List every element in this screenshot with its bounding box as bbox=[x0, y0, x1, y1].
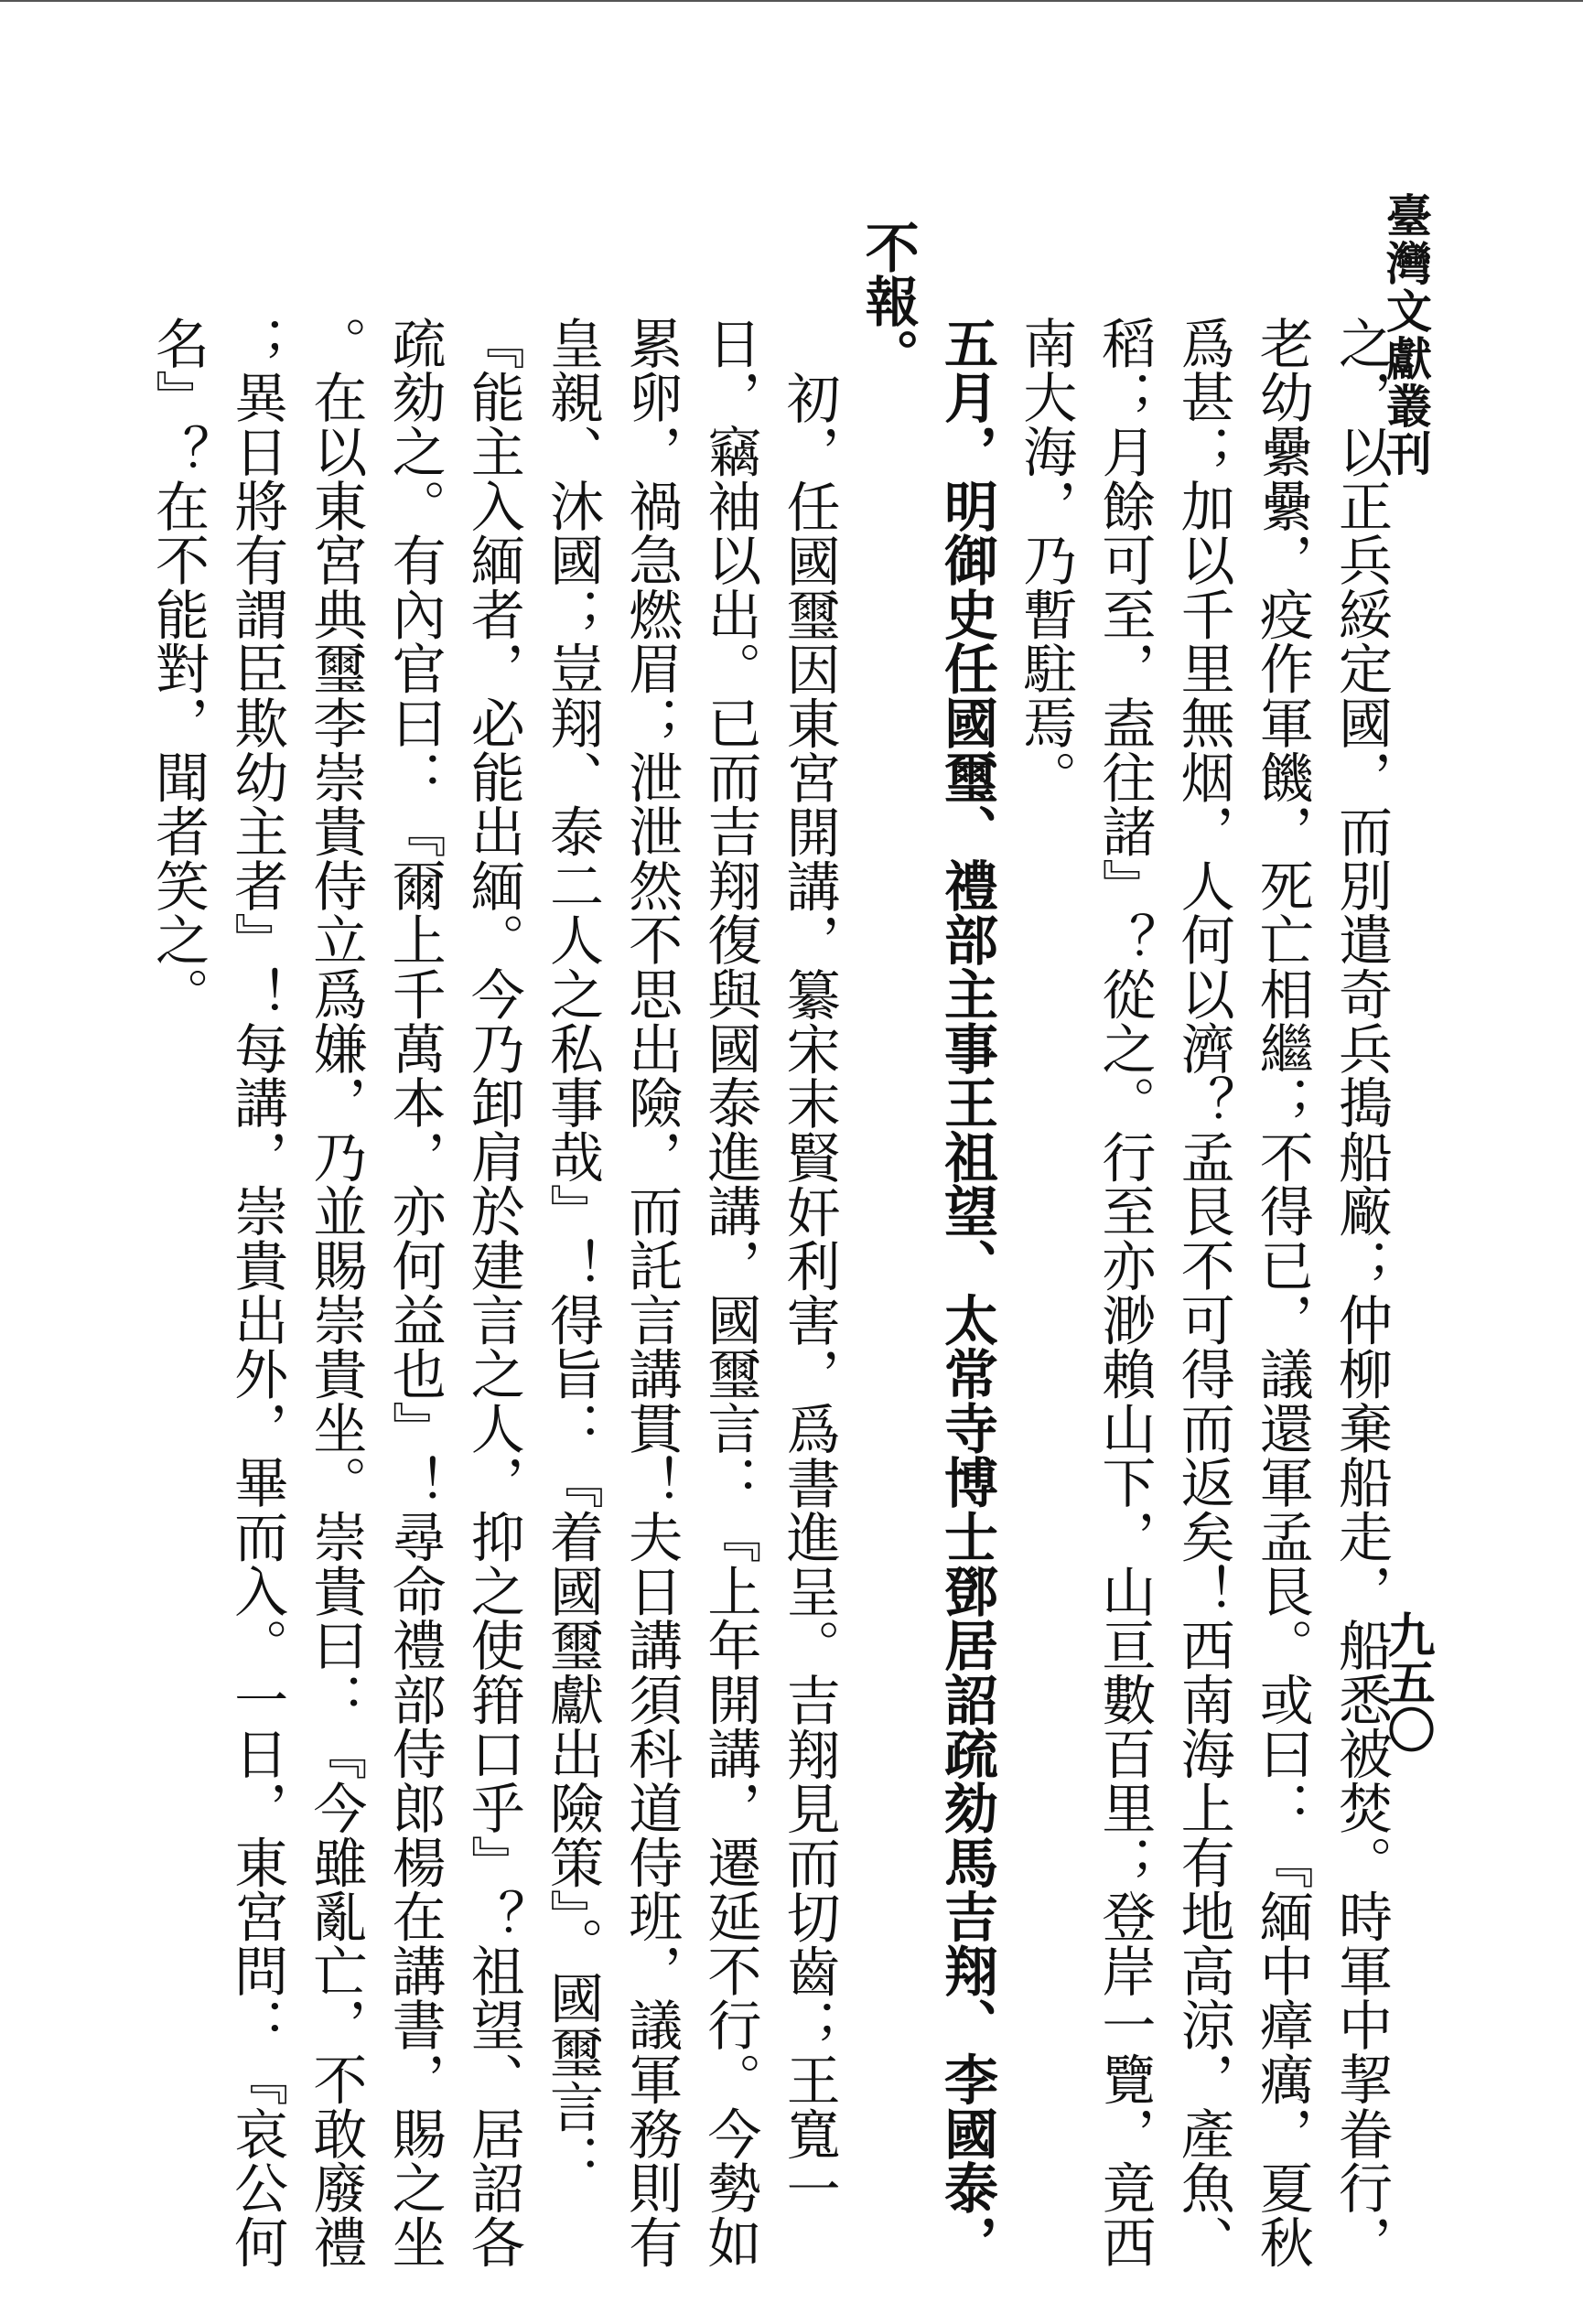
text-column-15: ；異日將有謂臣欺幼主者』！每講，崇貴出外，畢而入。一日，東宮問：『哀公何 bbox=[225, 316, 289, 2269]
text-column-8: 初，任國璽因東宮開講，纂宋末賢奸利害，爲書進呈。吉翔見而切齒；王寬一 bbox=[777, 371, 841, 2216]
text-column-13: 疏劾之。有內官曰：『爾上千萬本，亦何益也』！尋命禮部侍郎楊在講書，賜之坐 bbox=[382, 316, 447, 2269]
vertical-body-text bbox=[137, 220, 1400, 2269]
text-column-11: 皇親、沐國；豈翔、泰二人之私事哉』！得旨：『着國璽獻出險策』。國璽言： bbox=[540, 316, 604, 2188]
text-column-14: 。在以東宮典璽李崇貴侍立爲嫌，乃並賜崇貴坐。崇貴曰：『今雖亂亡，不敢廢禮 bbox=[304, 316, 368, 2269]
text-column-16: 名』？在不能對，聞者笑之。 bbox=[145, 316, 210, 1021]
text-column-3: 爲甚；加以千里無烟，人何以濟？孟艮不可得而返矣！西南海上有地高涼，產魚、 bbox=[1171, 316, 1235, 2269]
text-column-4: 稻；月餘可至，盍往諸』？從之。行至亦渺賴山下，山亘數百里；登岸一覽，竟西 bbox=[1093, 316, 1157, 2269]
text-column-9: 日，竊袖以出。已而吉翔復與國泰進講，國璽言：『上年開講，遷延不行。今勢如 bbox=[698, 316, 762, 2269]
text-column-10: 累卵，禍急燃眉；泄泄然不思出險，而託言講貫！夫日講須科道侍班，議軍務則有 bbox=[619, 316, 684, 2269]
entry-heading-column-2: 不報。 bbox=[856, 220, 920, 382]
text-column-1: 之，以正兵綏定國，而別遣奇兵搗船廠；仲柳棄船走，船悉被焚。時軍中挈眷行， bbox=[1330, 316, 1393, 2269]
text-column-12: 『能主入緬者，必能出緬。今乃卸肩於建言之人，抑之使箝口乎』？祖望、居詔各 bbox=[461, 316, 525, 2269]
entry-heading-column-1: 五月，明御史任國璽、禮部主事王祖望、太常寺博士鄧居詔疏劾馬吉翔、李國泰， bbox=[934, 316, 998, 2269]
text-column-2: 老幼纍纍，疫作軍饑，死亡相繼；不得已，議還軍孟艮。或曰：『緬中瘴癘，夏秋 bbox=[1250, 316, 1314, 2269]
top-border-line bbox=[0, 0, 1583, 2]
page-number: 九五〇 bbox=[1379, 1610, 1435, 1753]
text-column-5: 南大海，乃暫駐焉。 bbox=[1014, 316, 1078, 804]
running-header-title: 臺灣文獻叢刊 bbox=[1379, 192, 1433, 478]
